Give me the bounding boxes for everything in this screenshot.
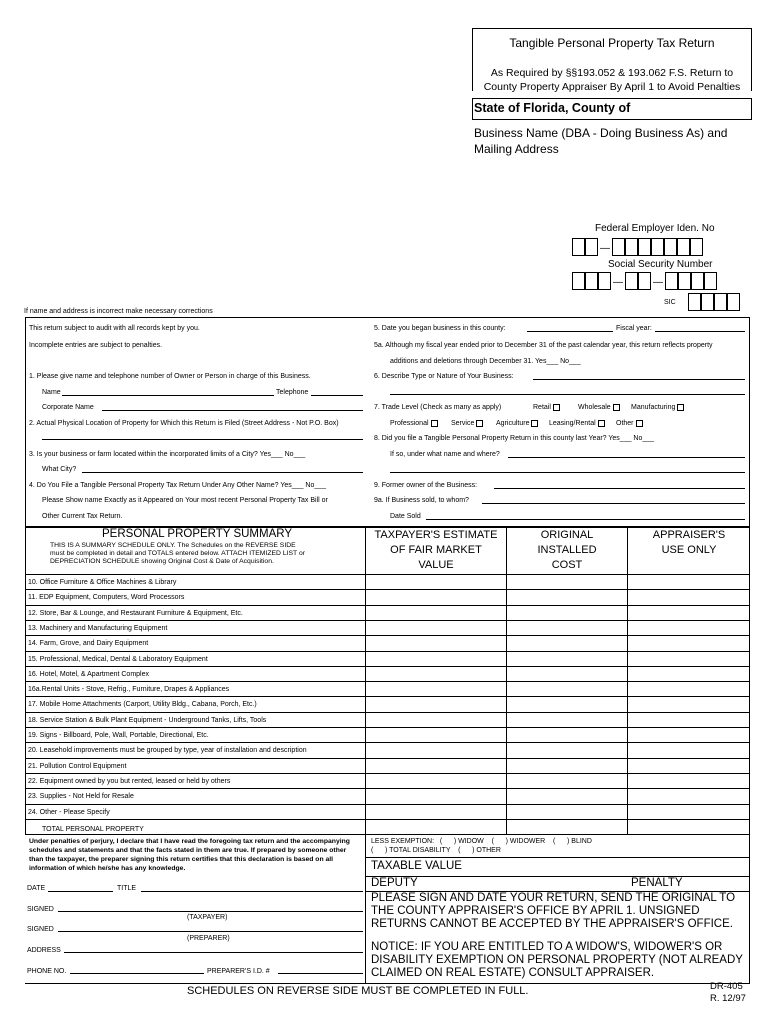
summary-row: 15. Professional, Medical, Dental & Laboratory Equipment (25, 651, 365, 666)
summary-row: 14. Farm, Grove, and Dairy Equipment (25, 635, 365, 650)
total-label: TOTAL PERSONAL PROPERTY (42, 826, 144, 833)
agriculture-label: Agriculture (496, 420, 530, 427)
leasing-option[interactable] (549, 419, 605, 428)
manufacturing-option[interactable] (631, 403, 684, 412)
address-label: ADDRESS (27, 947, 61, 954)
exemption-divider (365, 857, 750, 858)
summary-note-3: DEPRECIATION SCHEDULE showing Original Cost & Date of Acquisition. (50, 558, 274, 565)
summary-note-1: THIS IS A SUMMARY SCHEDULE ONLY. The Schedules on the REVERSE SIDE (50, 542, 296, 549)
state-county-label: State of Florida, County of (474, 101, 631, 115)
telephone-field[interactable] (311, 395, 363, 396)
business-name-label-2: Mailing Address (474, 142, 559, 156)
summary-row: 16a.Rental Units - Stove, Refrig., Furniture, Drapes & Appliances (25, 681, 365, 696)
summary-row: 22. Equipment owned by you but rented, leased or held by others (25, 773, 365, 788)
title-field[interactable] (141, 891, 363, 892)
deputy-label: DEPUTY (371, 877, 418, 889)
preparer-label: (PREPARER) (187, 935, 230, 942)
corporate-name-field[interactable] (102, 410, 363, 411)
professional-label: Professional (390, 420, 429, 427)
preparer-signature-field[interactable] (58, 931, 363, 932)
if-so-field[interactable] (508, 457, 745, 458)
penalty-label: PENALTY (631, 877, 683, 889)
fiscal-year-field[interactable] (655, 331, 745, 332)
taxable-value-label: TAXABLE VALUE (371, 860, 462, 872)
name-field[interactable] (62, 395, 274, 396)
sic-boxes[interactable] (688, 293, 740, 311)
title-label: TITLE (117, 885, 137, 892)
exemption-bottom (25, 983, 750, 984)
col-original-2: INSTALLED (537, 544, 597, 556)
total-row-line (25, 819, 750, 820)
wholesale-label: Wholesale (578, 404, 611, 411)
former-owner-field[interactable] (494, 488, 745, 489)
form-title: Tangible Personal Property Tax Return (509, 36, 715, 50)
perjury-text: Under penalties of perjury, I declare that I have read the foregoing tax return and the accompanying schedules and statements and that the facts stated in them are true. If prepared by someone other than the taxpayer, the preparer signing this return certifies that this declaration is based on all information of which he/she has any knowledge. (29, 838, 350, 872)
phone-field[interactable] (70, 973, 204, 974)
summary-row-value-line[interactable] (365, 635, 750, 636)
summary-row: 21. Pollution Control Equipment (25, 758, 365, 773)
summary-row: 24. Other - Please Specify (25, 804, 365, 819)
col-taxpayer-2: OF FAIR MARKET (390, 544, 482, 556)
summary-row-value-line[interactable] (365, 758, 750, 759)
what-city-label: What City? (42, 466, 77, 473)
summary-row: 18. Service Station & Bulk Plant Equipment - Underground Tanks, Lifts, Tools (25, 712, 365, 727)
col-original-1: ORIGINAL (540, 529, 594, 541)
professional-option[interactable] (390, 419, 438, 428)
summary-row-value-line[interactable] (365, 696, 750, 697)
summary-row-value-line[interactable] (365, 742, 750, 743)
if-so-label: If so, under what name and where? (390, 451, 500, 458)
question-2: 2. Actual Physical Location of Property for Which this Return is Filed (Street Address - Not P.O. Box) (29, 420, 339, 427)
summary-row-value-line[interactable] (365, 773, 750, 774)
retail-label: Retail (533, 404, 551, 411)
summary-row-value-line[interactable] (365, 589, 750, 590)
summary-row: 20. Leasehold improvements must be grouped by type, year of installation and description (25, 742, 365, 757)
summary-row-value-line[interactable] (365, 804, 750, 805)
summary-row-value-line[interactable] (365, 666, 750, 667)
fein-boxes[interactable]: — (572, 238, 703, 256)
service-label: Service (451, 420, 475, 427)
summary-row: 11. EDP Equipment, Computers, Word Processors (25, 589, 365, 604)
service-option[interactable] (451, 419, 483, 428)
business-name-label-1: Business Name (DBA - Doing Business As) and (474, 126, 728, 140)
sold-to-field[interactable] (482, 503, 745, 504)
question-9: 9. Former owner of the Business: (374, 482, 478, 489)
wholesale-option[interactable] (578, 403, 620, 412)
phone-label: PHONE NO. (27, 968, 67, 975)
subtitle-line-2: County Property Appraiser By April 1 to Avoid Penalties (483, 81, 741, 93)
summary-row: 19. Signs - Billboard, Pole, Wall, Portable, Directional, Etc. (25, 727, 365, 742)
retail-option[interactable] (533, 403, 560, 412)
date-field[interactable] (48, 891, 113, 892)
incomplete-note: Incomplete entries are subject to penalties. (29, 342, 163, 349)
col-appraiser-header (628, 528, 750, 558)
sic-label: SIC (664, 299, 676, 306)
corporate-name-label: Corporate Name (42, 404, 94, 411)
summary-row: 13. Machinery and Manufacturing Equipment (25, 620, 365, 635)
summary-row: 17. Mobile Home Attachments (Carport, Utility Bldg., Cabana, Porch, Etc.) (25, 696, 365, 711)
leasing-label: Leasing/Rental (549, 420, 596, 427)
subtitle-line-1: As Required by §§193.052 & 193.062 F.S. Return to (490, 67, 734, 79)
preparer-id-label: PREPARER'S I.D. # (207, 968, 270, 975)
if-so-field-2[interactable] (390, 472, 745, 473)
summary-note-2: must be completed in detail and TOTALS entered below. ATTACH ITEMIZED LIST or (50, 550, 305, 557)
summary-row-value-line[interactable] (365, 681, 750, 682)
taxpayer-label: (TAXPAYER) (187, 914, 228, 921)
sign-notice: PLEASE SIGN AND DATE YOUR RETURN, SEND THE ORIGINAL TO THE COUNTY APPRAISER'S OFFICE BY APRIL 1. UNSIGNED RETURNS CANNOT BE ACCEPTED BY THE APPRAISER'S OFFICE. (371, 892, 736, 930)
summary-row: 12. Store, Bar & Lounge, and Restaurant Furniture & Equipment, Etc. (25, 605, 365, 620)
leasing-checkbox[interactable] (598, 420, 605, 427)
question-3: 3. Is your business or farm located within the incorporated limits of a City? Yes___ No___ (29, 451, 306, 458)
preparer-id-field[interactable] (278, 973, 363, 974)
question-5: 5. Date you began business in this county: (374, 325, 506, 332)
please-show-note: Please Show name Exactly as it Appeared on Your most recent Personal Property Tax Bill or (42, 497, 328, 504)
question-7: 7. Trade Level (Check as many as apply) (374, 404, 502, 411)
retail-checkbox[interactable] (553, 404, 560, 411)
summary-row-value-line[interactable] (365, 605, 750, 606)
question-5a-cont: additions and deletions through December 31. Yes___ No___ (390, 358, 581, 365)
ssn-label: Social Security Number (608, 259, 713, 270)
form-revision: R. 12/97 (710, 993, 746, 1004)
date-began-field[interactable] (527, 331, 613, 332)
summary-row-value-line[interactable] (365, 788, 750, 789)
telephone-label: Telephone (276, 389, 309, 396)
manufacturing-checkbox[interactable] (677, 404, 684, 411)
col-taxpayer-header (366, 528, 506, 573)
exemption-line-1: LESS EXEMPTION: ( ) WIDOW ( ) WIDOWER ( ) BLIND (371, 838, 592, 845)
summary-row-value-line[interactable] (365, 620, 750, 621)
business-type-field-2[interactable] (390, 394, 745, 395)
col-taxpayer-3: VALUE (418, 559, 454, 571)
summary-row: 23. Supplies - Not Held for Resale (25, 788, 365, 803)
agriculture-option[interactable] (496, 419, 538, 428)
question-4: 4. Do You File a Tangible Personal Property Tax Return Under Any Other Name? Yes___ No___ (29, 482, 327, 489)
other-checkbox[interactable] (636, 420, 643, 427)
summary-row-value-line[interactable] (365, 727, 750, 728)
exemption-line-2: ( ) TOTAL DISABILITY ( ) OTHER (371, 847, 501, 854)
audit-note: This return subject to audit with all records kept by you. (29, 325, 200, 332)
form-number: DR-405 (710, 981, 743, 992)
summary-row-value-line[interactable] (365, 574, 750, 575)
question-1: 1. Please give name and telephone number of Owner or Person in charge of this Business. (29, 373, 311, 380)
address-field[interactable] (64, 952, 363, 953)
question-8: 8. Did you file a Tangible Personal Property Return in this county last Year? Yes___ No___ (374, 435, 655, 442)
agriculture-checkbox[interactable] (531, 420, 538, 427)
business-type-field[interactable] (533, 379, 745, 380)
other-current-note: Other Current Tax Return. (42, 513, 123, 520)
summary-row: 16. Hotel, Motel, & Apartment Complex (25, 666, 365, 681)
correction-note: If name and address is incorrect make necessary corrections (24, 308, 213, 315)
name-label: Name (42, 389, 61, 396)
date-sold-label: Date Sold (390, 513, 421, 520)
question-9a: 9a. If Business sold, to whom? (374, 497, 469, 504)
city-field[interactable] (82, 472, 363, 473)
exemption-notice: NOTICE: IF YOU ARE ENTITLED TO A WIDOW'S, WIDOWER'S OR DISABILITY EXEMPTION ON PERSONAL PROPERTY (NOT ALREADY CLAIMED ON REAL ESTATE) CONSULT APPRAISER. (371, 941, 743, 979)
fiscal-year-label: Fiscal year: (616, 325, 652, 332)
taxpayer-signature-field[interactable] (58, 911, 363, 912)
question-6: 6. Describe Type or Nature of Your Business: (374, 373, 514, 380)
signed2-label: SIGNED (27, 926, 54, 933)
summary-row: 10. Office Furniture & Office Machines & Library (25, 574, 365, 589)
other-option[interactable] (616, 419, 643, 428)
date-label: DATE (27, 885, 46, 892)
schedules-note: SCHEDULES ON REVERSE SIDE MUST BE COMPLETED IN FULL. (187, 985, 529, 997)
question-5a: 5a. Although my fiscal year ended prior to December 31 of the past calendar year, this return reflects property (374, 342, 713, 349)
wholesale-checkbox[interactable] (613, 404, 620, 411)
manufacturing-label: Manufacturing (631, 404, 676, 411)
signed-label: SIGNED (27, 906, 54, 913)
col-original-header (507, 528, 627, 573)
location-field[interactable] (42, 439, 363, 440)
professional-checkbox[interactable] (431, 420, 438, 427)
fein-label: Federal Employer Iden. No (595, 223, 715, 234)
col-appraiser-1: APPRAISER'S (652, 529, 726, 541)
date-sold-field[interactable] (426, 519, 745, 520)
col-appraiser-2: USE ONLY (661, 544, 717, 556)
summary-row-value-line[interactable] (365, 651, 750, 652)
other-label: Other (616, 420, 634, 427)
summary-row-value-line[interactable] (365, 712, 750, 713)
service-checkbox[interactable] (476, 420, 483, 427)
ssn-boxes[interactable]: — — (572, 272, 717, 290)
col-taxpayer-1: TAXPAYER'S ESTIMATE (374, 529, 498, 541)
taxable-divider (365, 876, 750, 877)
summary-title: PERSONAL PROPERTY SUMMARY (102, 528, 293, 540)
col-original-3: COST (551, 559, 583, 571)
